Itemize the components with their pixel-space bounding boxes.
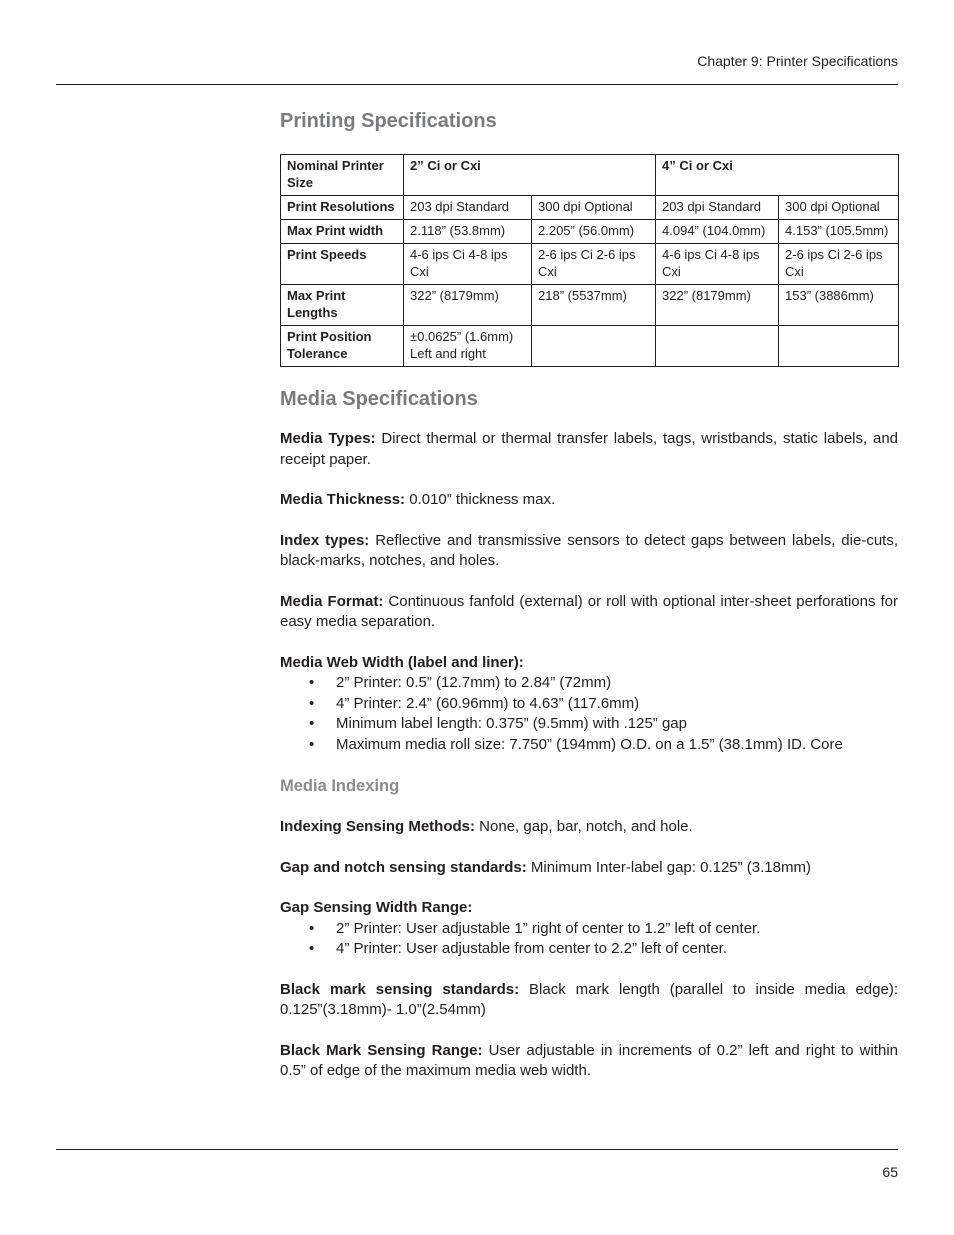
table-row-print-resolutions: [281, 196, 899, 220]
media-specs-heading: Media Specifications: [280, 388, 478, 410]
black-mark-standards-paragraph: [280, 980, 898, 1021]
table-cell: 203 dpi Standard: [656, 196, 779, 220]
media-types-label: Media Types:: [280, 430, 376, 447]
media-types-paragraph: [280, 429, 898, 470]
printing-specs-heading: Printing Specifications: [280, 110, 497, 132]
media-thickness-text: 0.010” thickness max.: [405, 491, 556, 508]
table-cell: 4.094” (104.0mm): [656, 220, 779, 244]
media-format-paragraph: [280, 592, 898, 633]
page-content: [280, 108, 898, 1102]
table-cell: 4.153” (105.5mm): [779, 220, 899, 244]
table-cell: 300 dpi Optional: [532, 196, 656, 220]
table-cell: [656, 326, 779, 367]
page-number: 65: [882, 1164, 898, 1180]
index-types-text: Reflective and transmissive sensors to detect gaps between labels, die-cuts, black-marks, notches, and holes.: [280, 531, 899, 569]
row-header: Print Resolutions: [281, 196, 404, 220]
gap-notch-text: Minimum Inter-label gap: 0.125” (3.18mm): [526, 858, 811, 876]
table-row-print-position-tolerance: [281, 326, 899, 367]
gap-notch-label: Gap and notch sensing standards:: [280, 858, 527, 876]
row-header: Print Speeds: [281, 244, 404, 285]
media-format-text: Continuous fanfold (external) or roll with optional inter-sheet perforations for easy media separation.: [280, 592, 898, 630]
media-thickness-label: Media Thickness:: [280, 491, 406, 508]
gap-notch-paragraph: [280, 858, 898, 879]
media-web-width-heading: [280, 653, 898, 674]
table-cell: 203 dpi Standard: [404, 196, 532, 220]
black-mark-range-text: User adjustable in increments of 0.2” left and right to within 0.5” of edge of the maximum media web width.: [280, 1041, 898, 1079]
printing-specs-table: [280, 154, 899, 367]
table-header-row: [281, 155, 899, 196]
table-cell: 322” (8179mm): [404, 285, 532, 326]
table-cell: 218” (5537mm): [532, 285, 656, 326]
gap-width-list: [280, 919, 898, 960]
table-cell: ±0.0625” (1.6mm) Left and right: [404, 326, 532, 367]
indexing-methods-text: None, gap, bar, notch, and hole.: [475, 818, 693, 835]
table-cell: 2-6 ips Ci 2-6 ips Cxi: [532, 244, 656, 285]
chapter-header: Chapter 9: Printer Specifications: [697, 53, 898, 69]
table-cell: 4-6 ips Ci 4-8 ips Cxi: [404, 244, 532, 285]
table-cell: 2.118” (53.8mm): [404, 220, 532, 244]
index-types-paragraph: [280, 531, 898, 572]
row-header: Print Position Tolerance: [281, 326, 404, 367]
gap-width-heading: [280, 898, 898, 919]
table-cell: 2-6 ips Ci 2-6 ips Cxi: [779, 244, 899, 285]
row-header: Max Print Lengths: [281, 285, 404, 326]
table-row-max-print-lengths: [281, 285, 899, 326]
list-item: • 4” Printer: 2.4” (60.96mm) to 4.63” (117.6mm): [336, 694, 898, 715]
column-header-4in: 4” Ci or Cxi: [656, 155, 899, 196]
table-cell: 322” (8179mm): [656, 285, 779, 326]
footer-rule: [56, 1149, 898, 1150]
header-rule: [56, 84, 898, 85]
media-thickness-paragraph: [280, 490, 898, 511]
list-item: • Maximum media roll size: 7.750” (194mm) O.D. on a 1.5” (38.1mm) ID. Core: [336, 735, 898, 756]
row-header: Max Print width: [281, 220, 404, 244]
media-indexing-heading: Media Indexing: [280, 777, 400, 795]
table-cell: 4-6 ips Ci 4-8 ips Cxi: [656, 244, 779, 285]
index-types-label: Index types:: [280, 531, 370, 549]
column-header-2in: 2” Ci or Cxi: [404, 155, 656, 196]
table-row-max-print-width: [281, 220, 899, 244]
media-web-width-list: [280, 673, 898, 755]
row-header-nominal-size: Nominal Printer Size: [281, 155, 404, 196]
media-types-text: Direct thermal or thermal transfer labels, tags, wristbands, static labels, and receipt paper.: [280, 430, 898, 468]
media-format-label: Media Format:: [280, 592, 384, 610]
black-mark-range-label: Black Mark Sensing Range:: [280, 1041, 483, 1059]
indexing-methods-paragraph: [280, 817, 898, 838]
list-item: • Minimum label length: 0.375” (9.5mm) with .125” gap: [336, 714, 898, 735]
list-item: • 4” Printer: User adjustable from center to 2.2” left of center.: [336, 939, 898, 960]
table-cell: 153” (3886mm): [779, 285, 899, 326]
media-web-width-label: Media Web Width (label and liner):: [280, 653, 524, 671]
gap-width-label: Gap Sensing Width Range:: [280, 899, 473, 916]
list-item: • 2” Printer: 0.5” (12.7mm) to 2.84” (72mm): [336, 673, 898, 694]
list-item: • 2” Printer: User adjustable 1” right of center to 1.2” left of center.: [336, 919, 898, 940]
table-cell: [532, 326, 656, 367]
black-mark-standards-label: Black mark sensing standards:: [280, 980, 520, 998]
black-mark-standards-text: Black mark length (parallel to inside media edge): 0.125”(3.18mm)- 1.0”(2.54mm): [280, 980, 898, 1018]
indexing-methods-label: Indexing Sensing Methods:: [280, 818, 476, 835]
black-mark-range-paragraph: [280, 1041, 898, 1082]
table-cell: 2.205” (56.0mm): [532, 220, 656, 244]
table-cell: 300 dpi Optional: [779, 196, 899, 220]
table-cell: [779, 326, 899, 367]
table-row-print-speeds: [281, 244, 899, 285]
